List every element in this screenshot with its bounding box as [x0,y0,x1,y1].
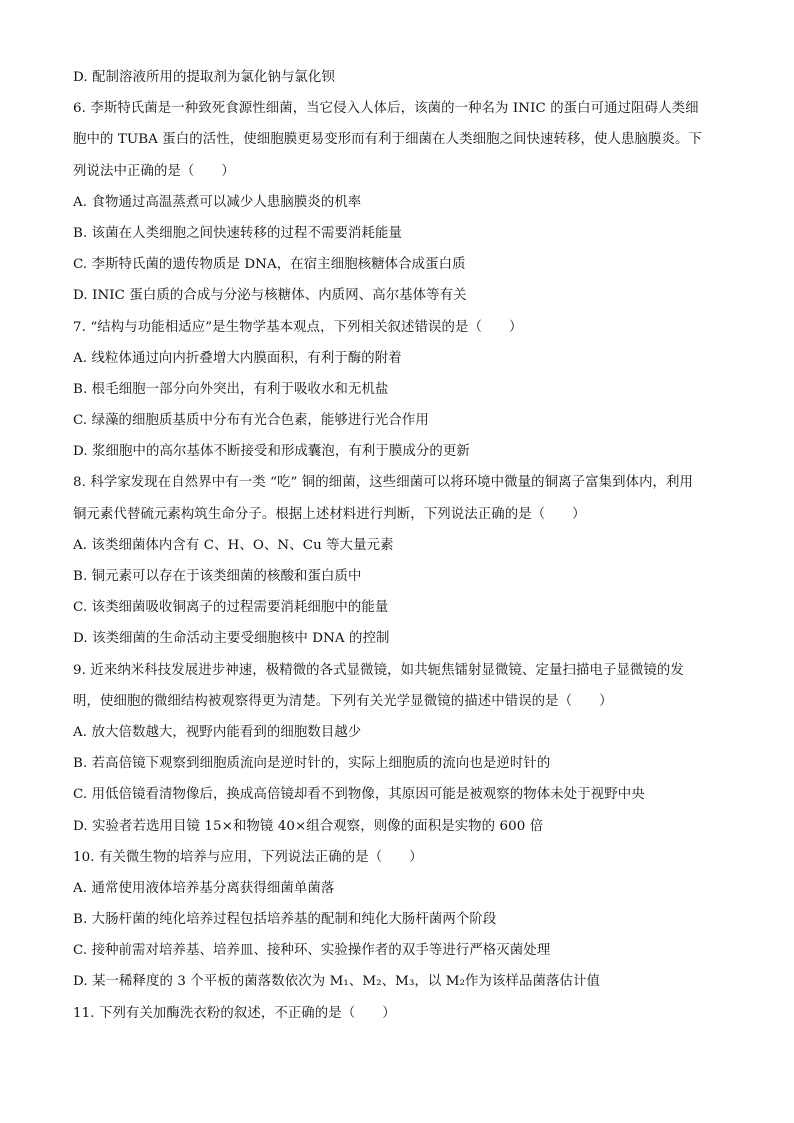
text-line: A. 该类细菌体内含有 C、H、O、N、Cu 等大量元素 [73,537,394,553]
text-line: D. INIC 蛋白质的合成与分泌与核糖体、内质网、高尔基体等有关 [73,288,467,304]
text-line: 11. 下列有关加酶洗衣粉的叙述，不正确的是（ ） [73,1005,396,1021]
text-line: C. 用低倍镜看清物像后，换成高倍镜却看不到物像，其原因可能是被观察的物体未处于视野中央 [73,787,645,803]
text-line: D. 配制溶液所用的提取剂为氯化钠与氯化钡 [73,70,335,85]
text-line: 7. “结构与功能相适应”是生物学基本观点，下列相关叙述错误的是（ ） [73,319,523,335]
text-line: B. 若高倍镜下观察到细胞质流向是逆时针的，实际上细胞质的流向也是逆时针的 [73,756,551,772]
text-line: 铜元素代替硫元素构筑生命分子。根据上述材料进行判断，下列说法正确的是（ ） [73,506,586,522]
text-line: C. 绿藻的细胞质基质中分布有光合色素，能够进行光合作用 [73,413,429,429]
text-line: 明，使细胞的微细结构被观察得更为清楚。下列有关光学显微镜的描述中错误的是（ ） [73,693,613,709]
text-line: D. 浆细胞中的高尔基体不断接受和形成囊泡，有利于膜成分的更新 [73,444,470,460]
text-line: B. 铜元素可以存在于该类细菌的核酸和蛋白质中 [73,569,362,584]
text-line: D. 实验者若选用目镜 15×和物镜 40×组合观察，则像的面积是实物的 600 倍 [73,818,544,834]
text-line: 9. 近来纳米科技发展进步神速，极精微的各式显微镜，如共轭焦镭射显微镜、定量扫描电子显微镜的发 [73,662,684,678]
text-line: 胞中的 TUBA 蛋白的活性，使细胞膜更易变形而有利于细菌在人类细胞之间快速转移，使人患脑膜炎。下 [73,132,702,148]
text-line: 10. 有关微生物的培养与应用，下列说法正确的是（ ） [73,849,423,865]
document-page [73,62,733,1029]
text-line: A. 食物通过高温蒸煮可以减少人患脑膜炎的机率 [73,194,362,210]
text-line: A. 放大倍数越大，视野内能看到的细胞数目越少 [73,724,362,740]
text-line: B. 大肠杆菌的纯化培养过程包括培养基的配制和纯化大肠杆菌两个阶段 [73,912,497,928]
text-line: A. 通常使用液体培养基分离获得细菌单菌落 [73,880,335,896]
text-line: A. 线粒体通过向内折叠增大内膜面积，有利于酶的附着 [73,350,402,366]
text-line: C. 李斯特氏菌的遗传物质是 DNA，在宿主细胞核糖体合成蛋白质 [73,257,466,273]
text-line: 6. 李斯特氏菌是一种致死食源性细菌，当它侵入人体后，该菌的一种名为 INIC 的蛋白可通过阻碍人类细 [73,101,699,117]
text-line: D. 某一稀释度的 3 个平板的菌落数依次为 M₁、M₂、M₃，以 M₂作为该样品菌落估计值 [73,974,600,990]
text-line: C. 该类细菌吸收铜离子的过程需要消耗细胞中的能量 [73,600,389,616]
text-line: B. 根毛细胞一部分向外突出，有利于吸收水和无机盐 [73,381,389,397]
text-line: D. 该类细菌的生命活动主要受细胞核中 DNA 的控制 [73,631,390,647]
text-line: B. 该菌在人类细胞之间快速转移的过程不需要消耗能量 [73,225,402,241]
text-line: 8. 科学家发现在自然界中有一类 “吃” 铜的细菌，这些细菌可以将环境中微量的铜离子富集到体内，利用 [73,475,694,491]
text-line: C. 接种前需对培养基、培养皿、接种环、实验操作者的双手等进行严格灭菌处理 [73,943,551,959]
text-line: 列说法中正确的是（ ） [73,163,235,179]
